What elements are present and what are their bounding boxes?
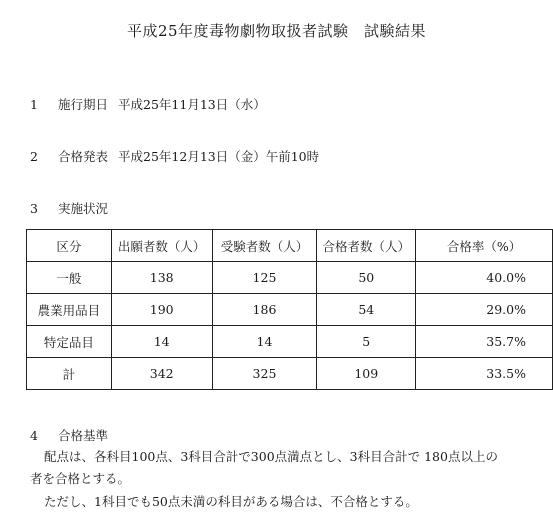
section-label: 実施状況 (58, 201, 109, 216)
table-cell: 14 (111, 326, 212, 358)
table-cell: 特定品目 (27, 326, 112, 358)
section-number: 1 (30, 97, 38, 112)
column-header: 合格率（%） (416, 230, 553, 262)
table-row (27, 326, 553, 358)
table-cell: 138 (111, 262, 212, 294)
table-cell: 50 (317, 262, 416, 294)
page-title: 平成25年度毒物劇物取扱者試験 試験結果 (126, 22, 427, 40)
column-header: 受験者数（人） (212, 230, 317, 262)
table-cell: 325 (212, 358, 317, 390)
column-header: 出願者数（人） (111, 230, 212, 262)
section-number: 4 (30, 428, 38, 443)
table-cell: 342 (111, 358, 212, 390)
table-cell: 一般 (27, 262, 112, 294)
column-header: 区分 (27, 230, 112, 262)
section-value: 平成25年11月13日（水） (118, 97, 266, 112)
table-cell: 29.0% (416, 294, 553, 326)
section-1 (30, 95, 266, 113)
section-label: 施行期日 (58, 97, 109, 112)
column-header: 合格者数（人） (317, 230, 416, 262)
results-table (26, 229, 553, 390)
table-cell: 109 (317, 358, 416, 390)
criteria-line-2: 者を合格とする。 (30, 471, 131, 486)
section-number: 3 (30, 201, 38, 216)
table-cell: 35.7% (416, 326, 553, 358)
section-3 (30, 199, 108, 217)
section-label: 合格発表 (58, 149, 109, 164)
section-2 (30, 147, 319, 165)
section-label: 合格基準 (58, 428, 109, 443)
table-cell: 計 (27, 358, 112, 390)
table-header-row (27, 230, 553, 262)
section-4 (30, 426, 108, 444)
criteria-line-1: 配点は、各科目100点、3科目合計で300点満点とし、3科目合計で 180点以上の (44, 449, 498, 464)
table-cell: 190 (111, 294, 212, 326)
table-cell: 40.0% (416, 262, 553, 294)
section-value: 平成25年12月13日（金）午前10時 (118, 149, 320, 164)
criteria-line-3: ただし、1科目でも50点未満の科目がある場合は、不合格とする。 (44, 494, 418, 509)
table-cell: 5 (317, 326, 416, 358)
table-cell: 186 (212, 294, 317, 326)
table-cell: 125 (212, 262, 317, 294)
table-cell: 14 (212, 326, 317, 358)
table-cell: 農業用品目 (27, 294, 112, 326)
section-number: 2 (30, 149, 38, 164)
table-cell: 54 (317, 294, 416, 326)
table-row (27, 294, 553, 326)
table-row (27, 358, 553, 390)
table-row (27, 262, 553, 294)
table-cell: 33.5% (416, 358, 553, 390)
